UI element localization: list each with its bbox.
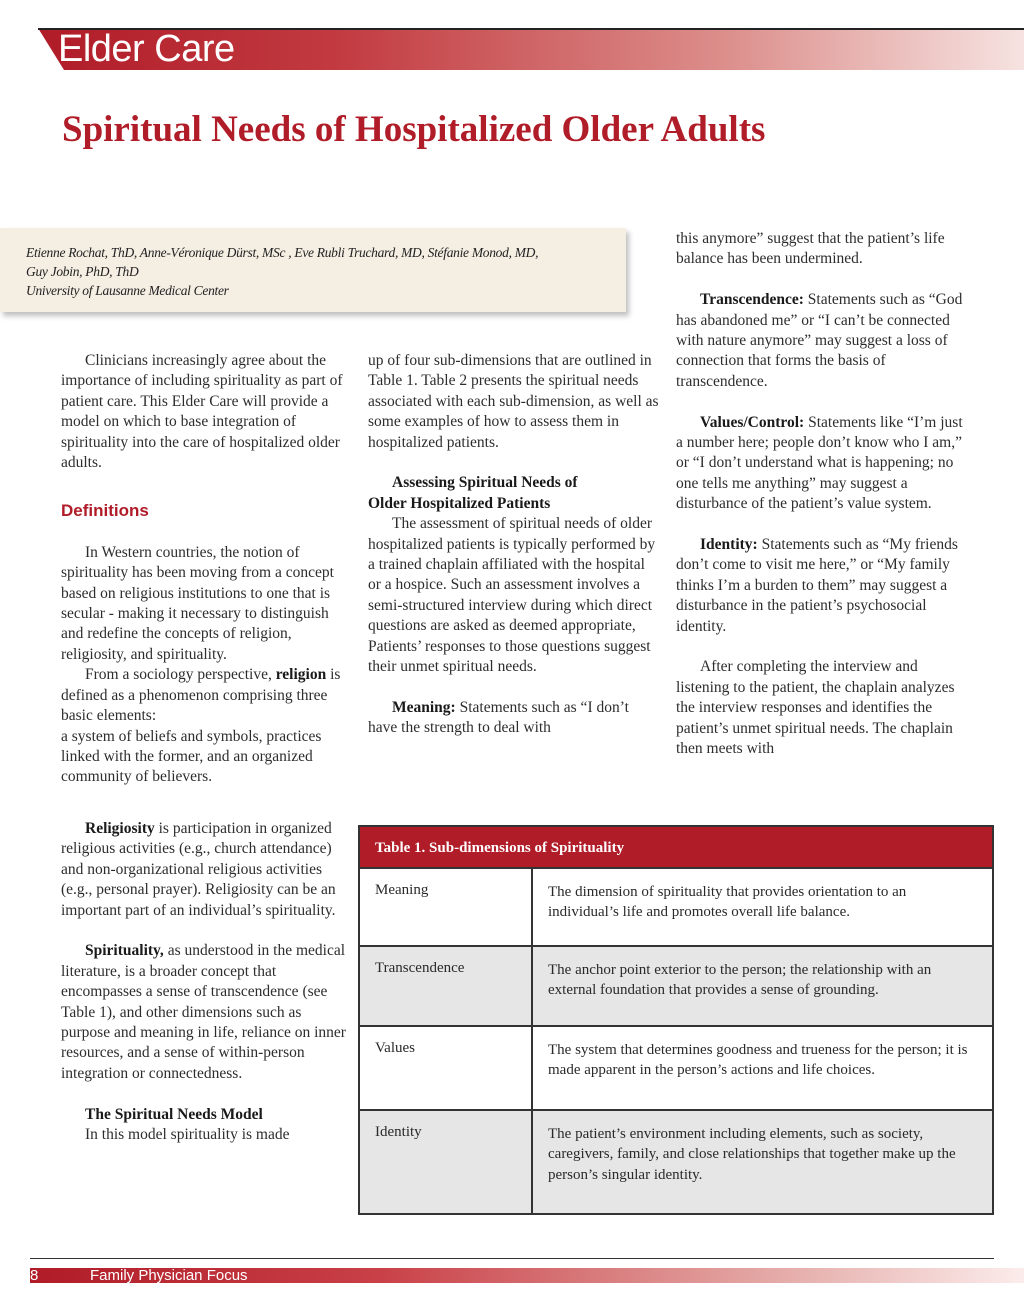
publication-name: Family Physician Focus — [90, 1267, 248, 1284]
term-values-control: Values/Control: — [700, 413, 805, 431]
table-row — [360, 1027, 992, 1111]
table-row — [360, 947, 992, 1027]
intro-paragraph: Clinicians increasingly agree about the importance of including spirituality as part of patient care. This Elder Care will provide a model on which to base integration of spirituality into the care of hospitalized older adults. — [61, 352, 343, 472]
author-line-2: Guy Jobin, PhD, ThD — [26, 264, 139, 279]
sociology-paragraph-cont: a system of beliefs and symbols, practices linked with the former, and an organized community of believers. — [61, 727, 322, 786]
author-box — [0, 228, 626, 312]
table-definition: The anchor point exterior to the person; the relationship with an external foundation that provides a sense of grounding. — [548, 962, 932, 999]
table-definition: The patient’s environment including elements, such as society, caregivers, family, and close relationships that together make up the person’s singular identity. — [548, 1126, 956, 1183]
assess-heading-2: Older Hospitalized Patients — [368, 494, 551, 512]
religiosity-paragraph: Religiosity is participation in organized religious activities (e.g., church attendance) and non-organizational religious activities (e.g., personal prayer). Religiosity can be an important part of an individual’s spirituality. — [61, 820, 336, 919]
meaning-paragraph-cont: this anymore” suggest that the patient’s life balance has been undermined. — [676, 230, 945, 268]
column-1-top — [61, 351, 351, 788]
column-1-bottom — [61, 819, 351, 1145]
table-title: Table 1. Sub-dimensions of Spirituality — [360, 827, 992, 869]
term-meaning: Meaning: — [392, 698, 456, 716]
definitions-heading: Definitions — [61, 501, 149, 521]
article-title: Spiritual Needs of Hospitalized Older Adults — [62, 109, 766, 150]
term-religion: religion — [275, 666, 327, 684]
section-header — [0, 28, 1024, 72]
model-paragraph-cont: up of four sub-dimensions that are outlined in Table 1. Table 2 presents the spiritual needs associated with each sub-dimension, as well as some examples of how to assess them in hospitalized patients. — [368, 352, 659, 451]
page-footer — [30, 1268, 1024, 1283]
model-heading: The Spiritual Needs Model — [85, 1105, 263, 1123]
footer-rule — [30, 1258, 994, 1259]
table-row — [360, 869, 992, 947]
table-term: Meaning — [375, 882, 429, 898]
term-spirituality: Spirituality, — [85, 942, 164, 960]
term-religiosity: Religiosity — [85, 820, 155, 837]
table-1 — [358, 825, 994, 1215]
section-title: Elder Care — [58, 28, 235, 70]
spirituality-paragraph: Spirituality, as understood in the medical literature, is a broader concept that encompasses a sense of transcendence (see Table 1), and other dimensions such as purpose and meaning in life, reliance on inner resources, and a sense of within-person integration or connectedness. — [61, 942, 346, 1082]
assess-heading: Assessing Spiritual Needs of — [392, 474, 578, 492]
model-paragraph: In this model spirituality is made — [85, 1126, 290, 1144]
identity-paragraph: Identity: Statements such as “My friends don’t come to visit me here,” or “My family thinks I’m a burden to them” may suggest a disturbance in the patient’s psychosocial identity. — [676, 536, 958, 635]
author-line-1: Etienne Rochat, ThD, Anne-Véronique Dürst, MSc , Eve Rubli Truchard, MD, Stéfanie Monod, MD, — [26, 245, 539, 260]
western-paragraph: In Western countries, the notion of spirituality has been moving from a concept based on religious institutions to one that is secular - making it necessary to distinguish and redefine the concepts of religion, religiosity, and spirituality. — [61, 543, 334, 663]
table-term: Identity — [375, 1124, 422, 1140]
table-definition: The system that determines goodness and trueness for the person; it is made apparent in the person’s actions and life choices. — [548, 1042, 968, 1079]
page-number: 8 — [30, 1267, 39, 1284]
assess-paragraph: The assessment of spiritual needs of older hospitalized patients is typically performed by a trained chaplain affiliated with the hospital or a hospice. Such an assessment involves a semi-structured interview during which direct questions are asked as deemed appropriate, Patients’ responses to those questions suggest their unmet spiritual needs. — [368, 515, 656, 676]
column-2 — [368, 351, 660, 739]
transcendence-paragraph: Transcendence: Statements such as “God has abandoned me” or “I can’t be connected with nature anymore” may suggest a loss of connection that forms the basis of transcendence. — [676, 291, 963, 390]
table-term: Transcendence — [375, 960, 465, 976]
column-3 — [676, 229, 968, 760]
table-definition: The dimension of spirituality that provides orientation to an individual’s life and promotes overall life balance. — [548, 884, 907, 921]
table-row — [360, 1111, 992, 1213]
sociology-paragraph: From a sociology perspective, religion is defined as a phenomenon comprising three basic elements: — [61, 666, 341, 725]
values-paragraph: Values/Control: Statements like “I’m just a number here; people don’t know who I am,” or “I don’t understand what is happening; no one tells me anything” may suggest a disturbance of the patient’s value system. — [676, 413, 963, 513]
term-identity: Identity: — [700, 536, 758, 554]
meaning-paragraph: Meaning: Statements such as “I don’t have the strength to deal with — [368, 698, 629, 737]
term-transcendence: Transcendence: — [700, 291, 804, 309]
table-term: Values — [375, 1040, 415, 1056]
affiliation: University of Lausanne Medical Center — [26, 283, 229, 298]
after-paragraph: After completing the interview and listening to the patient, the chaplain analyzes the interview responses and identifies the patient’s unmet spiritual needs. The chaplain then meets with — [676, 658, 955, 758]
